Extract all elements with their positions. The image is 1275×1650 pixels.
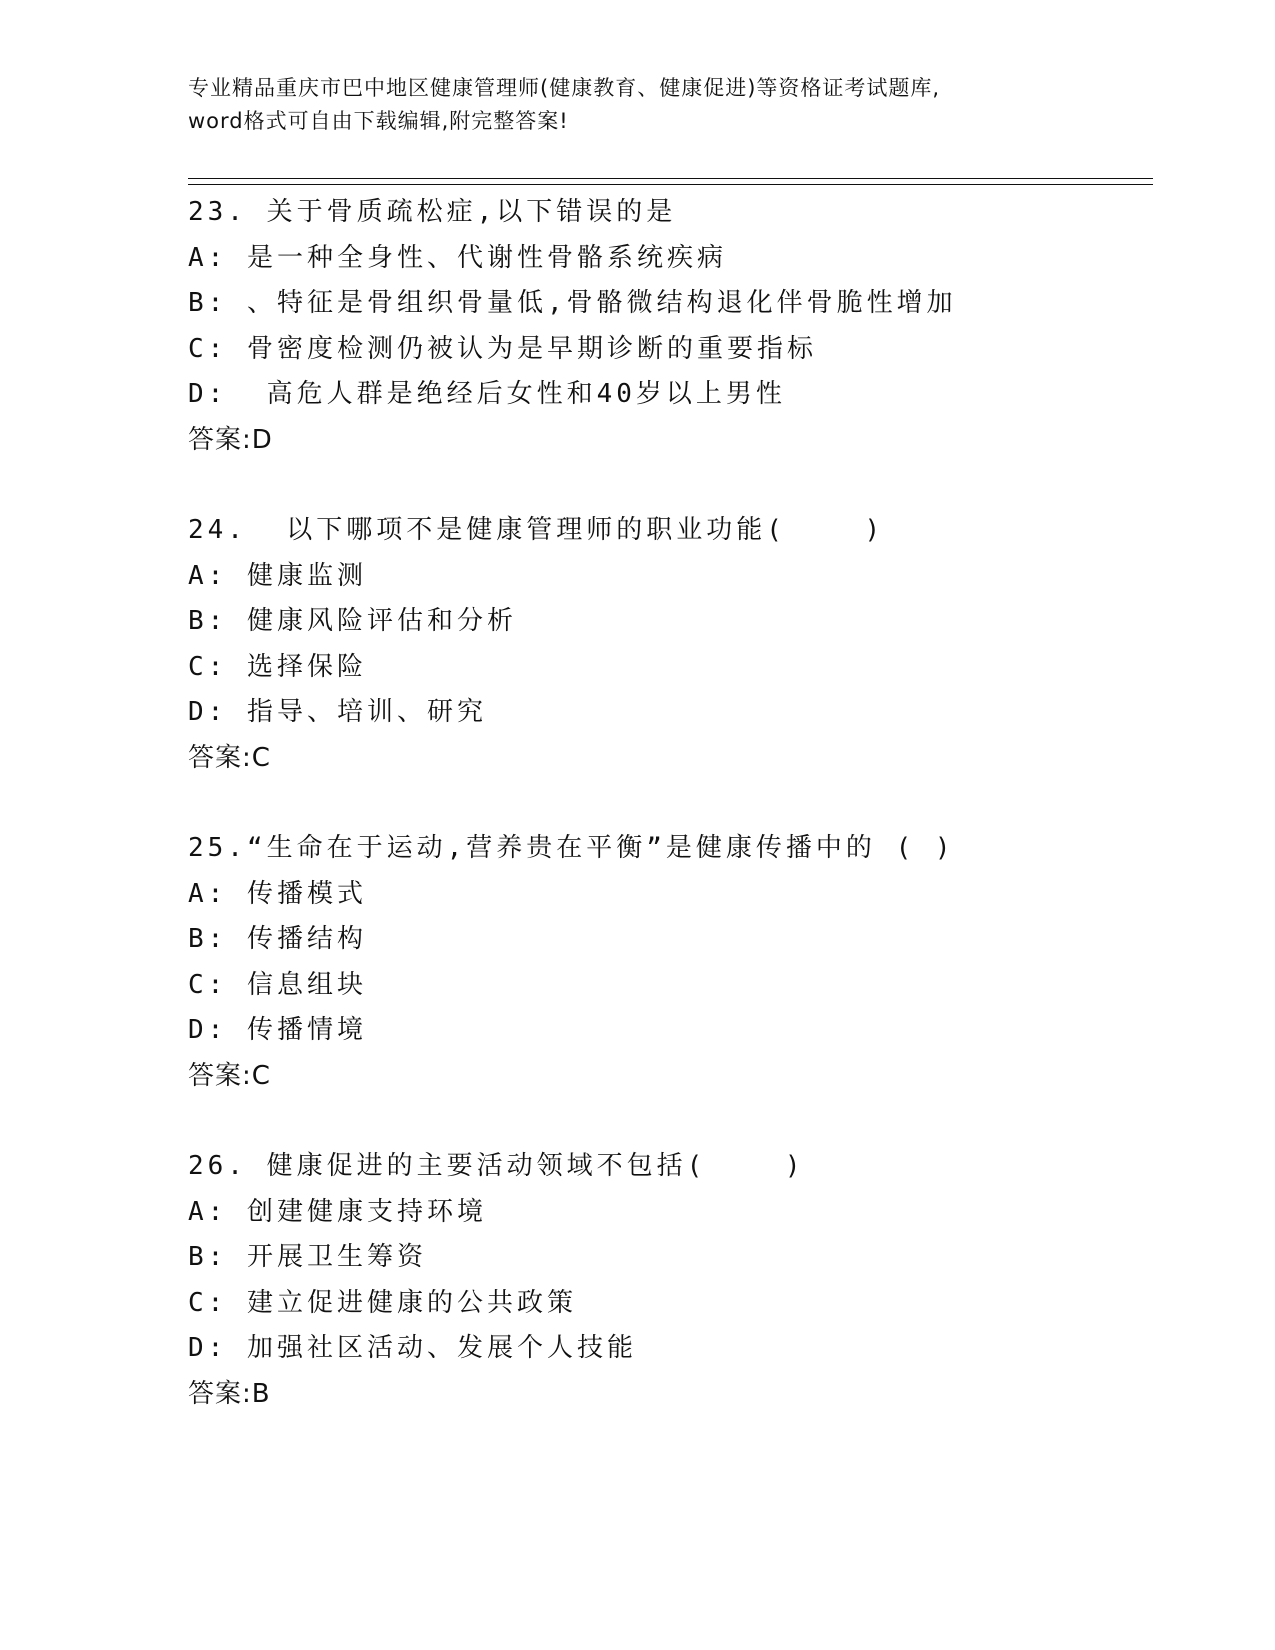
option-a: A: 健康监测 xyxy=(188,560,367,591)
question-title: 24. 以下哪项不是健康管理师的职业功能( ) xyxy=(188,515,885,545)
question-title: 26. 健康促进的主要活动领域不包括( ) xyxy=(188,1151,805,1181)
question-list xyxy=(188,190,1148,1417)
header-divider-bottom xyxy=(188,184,1153,185)
document-header xyxy=(188,72,1088,138)
option-d: D: 指导、培训、研究 xyxy=(188,697,487,727)
option-c: C: 建立促进健康的公共政策 xyxy=(188,1287,577,1318)
question-25 xyxy=(188,826,1148,1099)
spacer xyxy=(188,781,1148,826)
question-title: 23. 关于骨质疏松症,以下错误的是 xyxy=(188,197,677,227)
option-b: B: 传播结构 xyxy=(188,924,367,954)
option-c: C: 信息组块 xyxy=(188,969,367,1000)
answer: 答案:B xyxy=(188,1378,271,1409)
option-c: C: 骨密度检测仍被认为是早期诊断的重要指标 xyxy=(188,333,817,364)
option-d: D: 高危人群是绝经后女性和40岁以上男性 xyxy=(188,379,786,409)
option-d: D: 加强社区活动、发展个人技能 xyxy=(188,1333,637,1363)
option-c: C: 选择保险 xyxy=(188,651,367,682)
spacer xyxy=(188,463,1148,508)
option-d: D: 传播情境 xyxy=(188,1015,367,1045)
header-divider-top xyxy=(188,178,1153,179)
option-a: A: 传播模式 xyxy=(188,878,367,909)
question-26 xyxy=(188,1144,1148,1417)
option-a: A: 是一种全身性、代谢性骨骼系统疾病 xyxy=(188,242,727,273)
question-title: 25.“生命在于运动,营养贵在平衡”是健康传播中的 ( ) xyxy=(188,833,955,863)
answer: 答案:D xyxy=(188,424,273,455)
question-24 xyxy=(188,508,1148,781)
option-b: B: 健康风险评估和分析 xyxy=(188,606,517,636)
option-a: A: 创建健康支持环境 xyxy=(188,1196,487,1227)
question-23 xyxy=(188,190,1148,463)
option-b: B: 、特征是骨组织骨量低,骨骼微结构退化伴骨脆性增加 xyxy=(188,288,957,318)
header-line-2: word格式可自由下载编辑,附完整答案! xyxy=(188,109,569,133)
option-b: B: 开展卫生筹资 xyxy=(188,1242,427,1272)
header-line-1: 专业精品重庆市巴中地区健康管理师(健康教育、健康促进)等资格证考试题库, xyxy=(188,76,941,100)
spacer xyxy=(188,1099,1148,1144)
answer: 答案:C xyxy=(188,1060,271,1091)
answer: 答案:C xyxy=(188,742,271,773)
